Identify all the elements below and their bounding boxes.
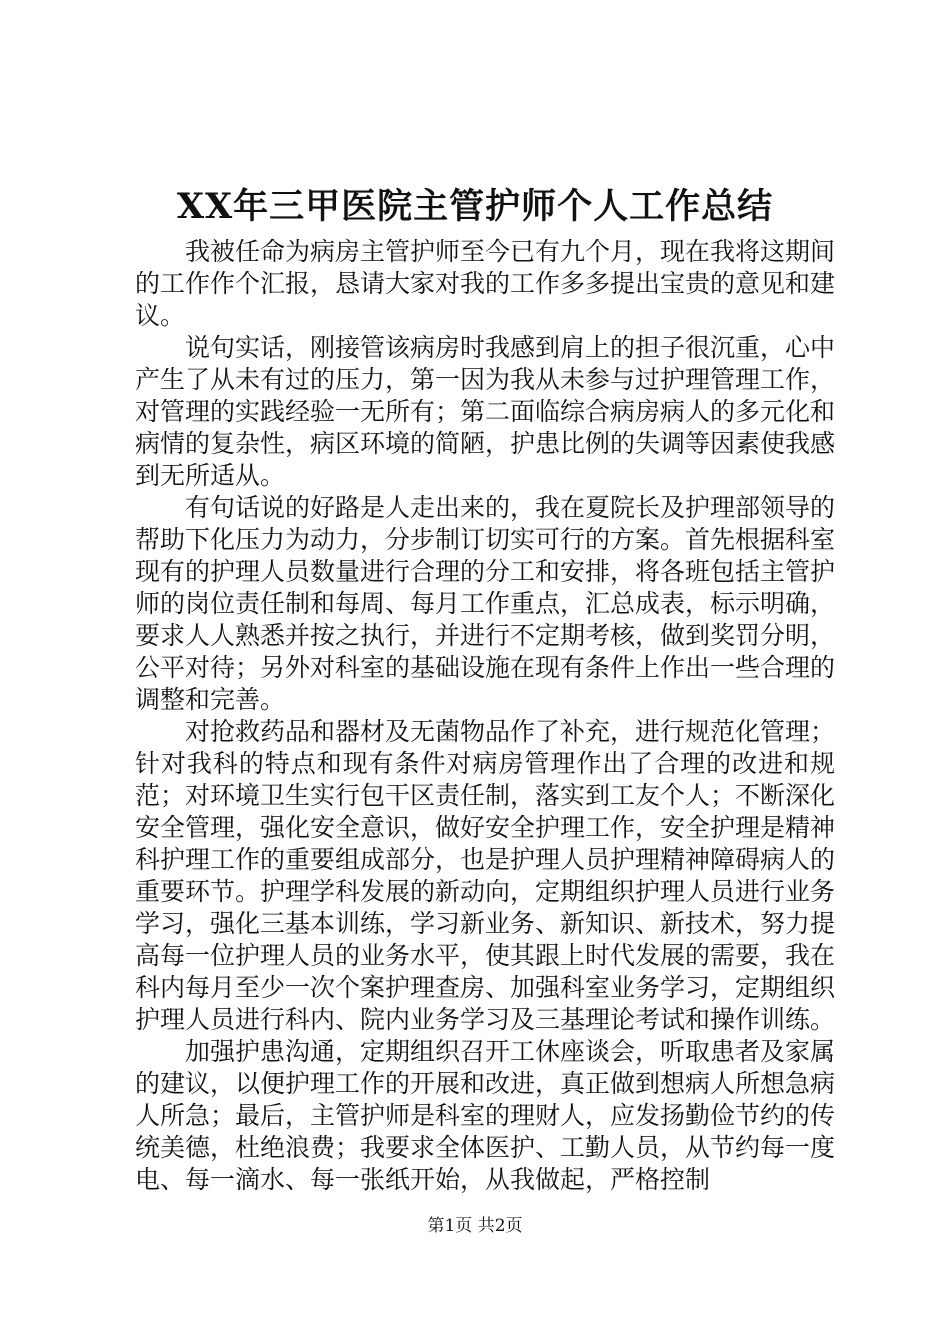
paragraph-3: 有句话说的好路是人走出来的，我在夏院长及护理部领导的帮助下化压力为动力，分步制订切实可行的方案。首先根据科室现有的护理人员数量进行合理的分工和安排，将各班包括主管护师的岗位责任制和每周、每月工作重点，汇总成表，标示明确，要求人人熟悉并按之执行，并进行不定期考核，做到奖罚分明，公平对待；另外对科室的基础设施在现有条件上作出一些合理的调整和完善。 bbox=[135, 493, 836, 714]
paragraph-2: 说句实话，刚接管该病房时我感到肩上的担子很沉重，心中产生了从未有过的压力，第一因为我从未参与过护理管理工作，对管理的实践经验一无所有；第二面临综合病房病人的多元化和病情的复杂性，病区环境的简陋，护患比例的失调等因素使我感到无所适从。 bbox=[135, 333, 836, 490]
document-title: XX年三甲医院主管护师个人工作总结 bbox=[176, 186, 774, 227]
paragraph-4: 对抢救药品和器材及无菌物品作了补充，进行规范化管理；针对我科的特点和现有条件对病房管理作出了合理的改进和规范；对环境卫生实行包干区责任制，落实到工友个人；不断深化安全管理，强化安全意识，做好安全护理工作，安全护理是精神科护理工作的重要组成部分，也是护理人员护理精神障碍病人的重要环节。护理学科发展的新动向，定期组织护理人员进行业务学习，强化三基本训练，学习新业务、新知识、新技术，努力提高每一位护理人员的业务水平，使其跟上时代发展的需要，我在科内每月至少一次个案护理查房、加强科室业务学习，定期组织护理人员进行科内、院内业务学习及三基理论考试和操作训练。 bbox=[135, 717, 836, 1034]
paragraph-5: 加强护患沟通，定期组织召开工休座谈会，听取患者及家属的建议，以便护理工作的开展和改进，真正做到想病人所想急病人所急；最后，主管护师是科室的理财人，应发扬勤俭节约的传统美德，杜绝浪费；我要求全体医护、工勤人员，从节约每一度电、每一滴水、每一张纸开始，从我做起，严格控制 bbox=[135, 1037, 836, 1194]
page-footer: 第1页 共2页 bbox=[427, 1216, 523, 1236]
document-body bbox=[135, 236, 835, 1196]
paragraph-1: 我被任命为病房主管护师至今已有九个月，现在我将这期间的工作作个汇报，恳请大家对我的工作多多提出宝贵的意见和建议。 bbox=[135, 237, 836, 330]
